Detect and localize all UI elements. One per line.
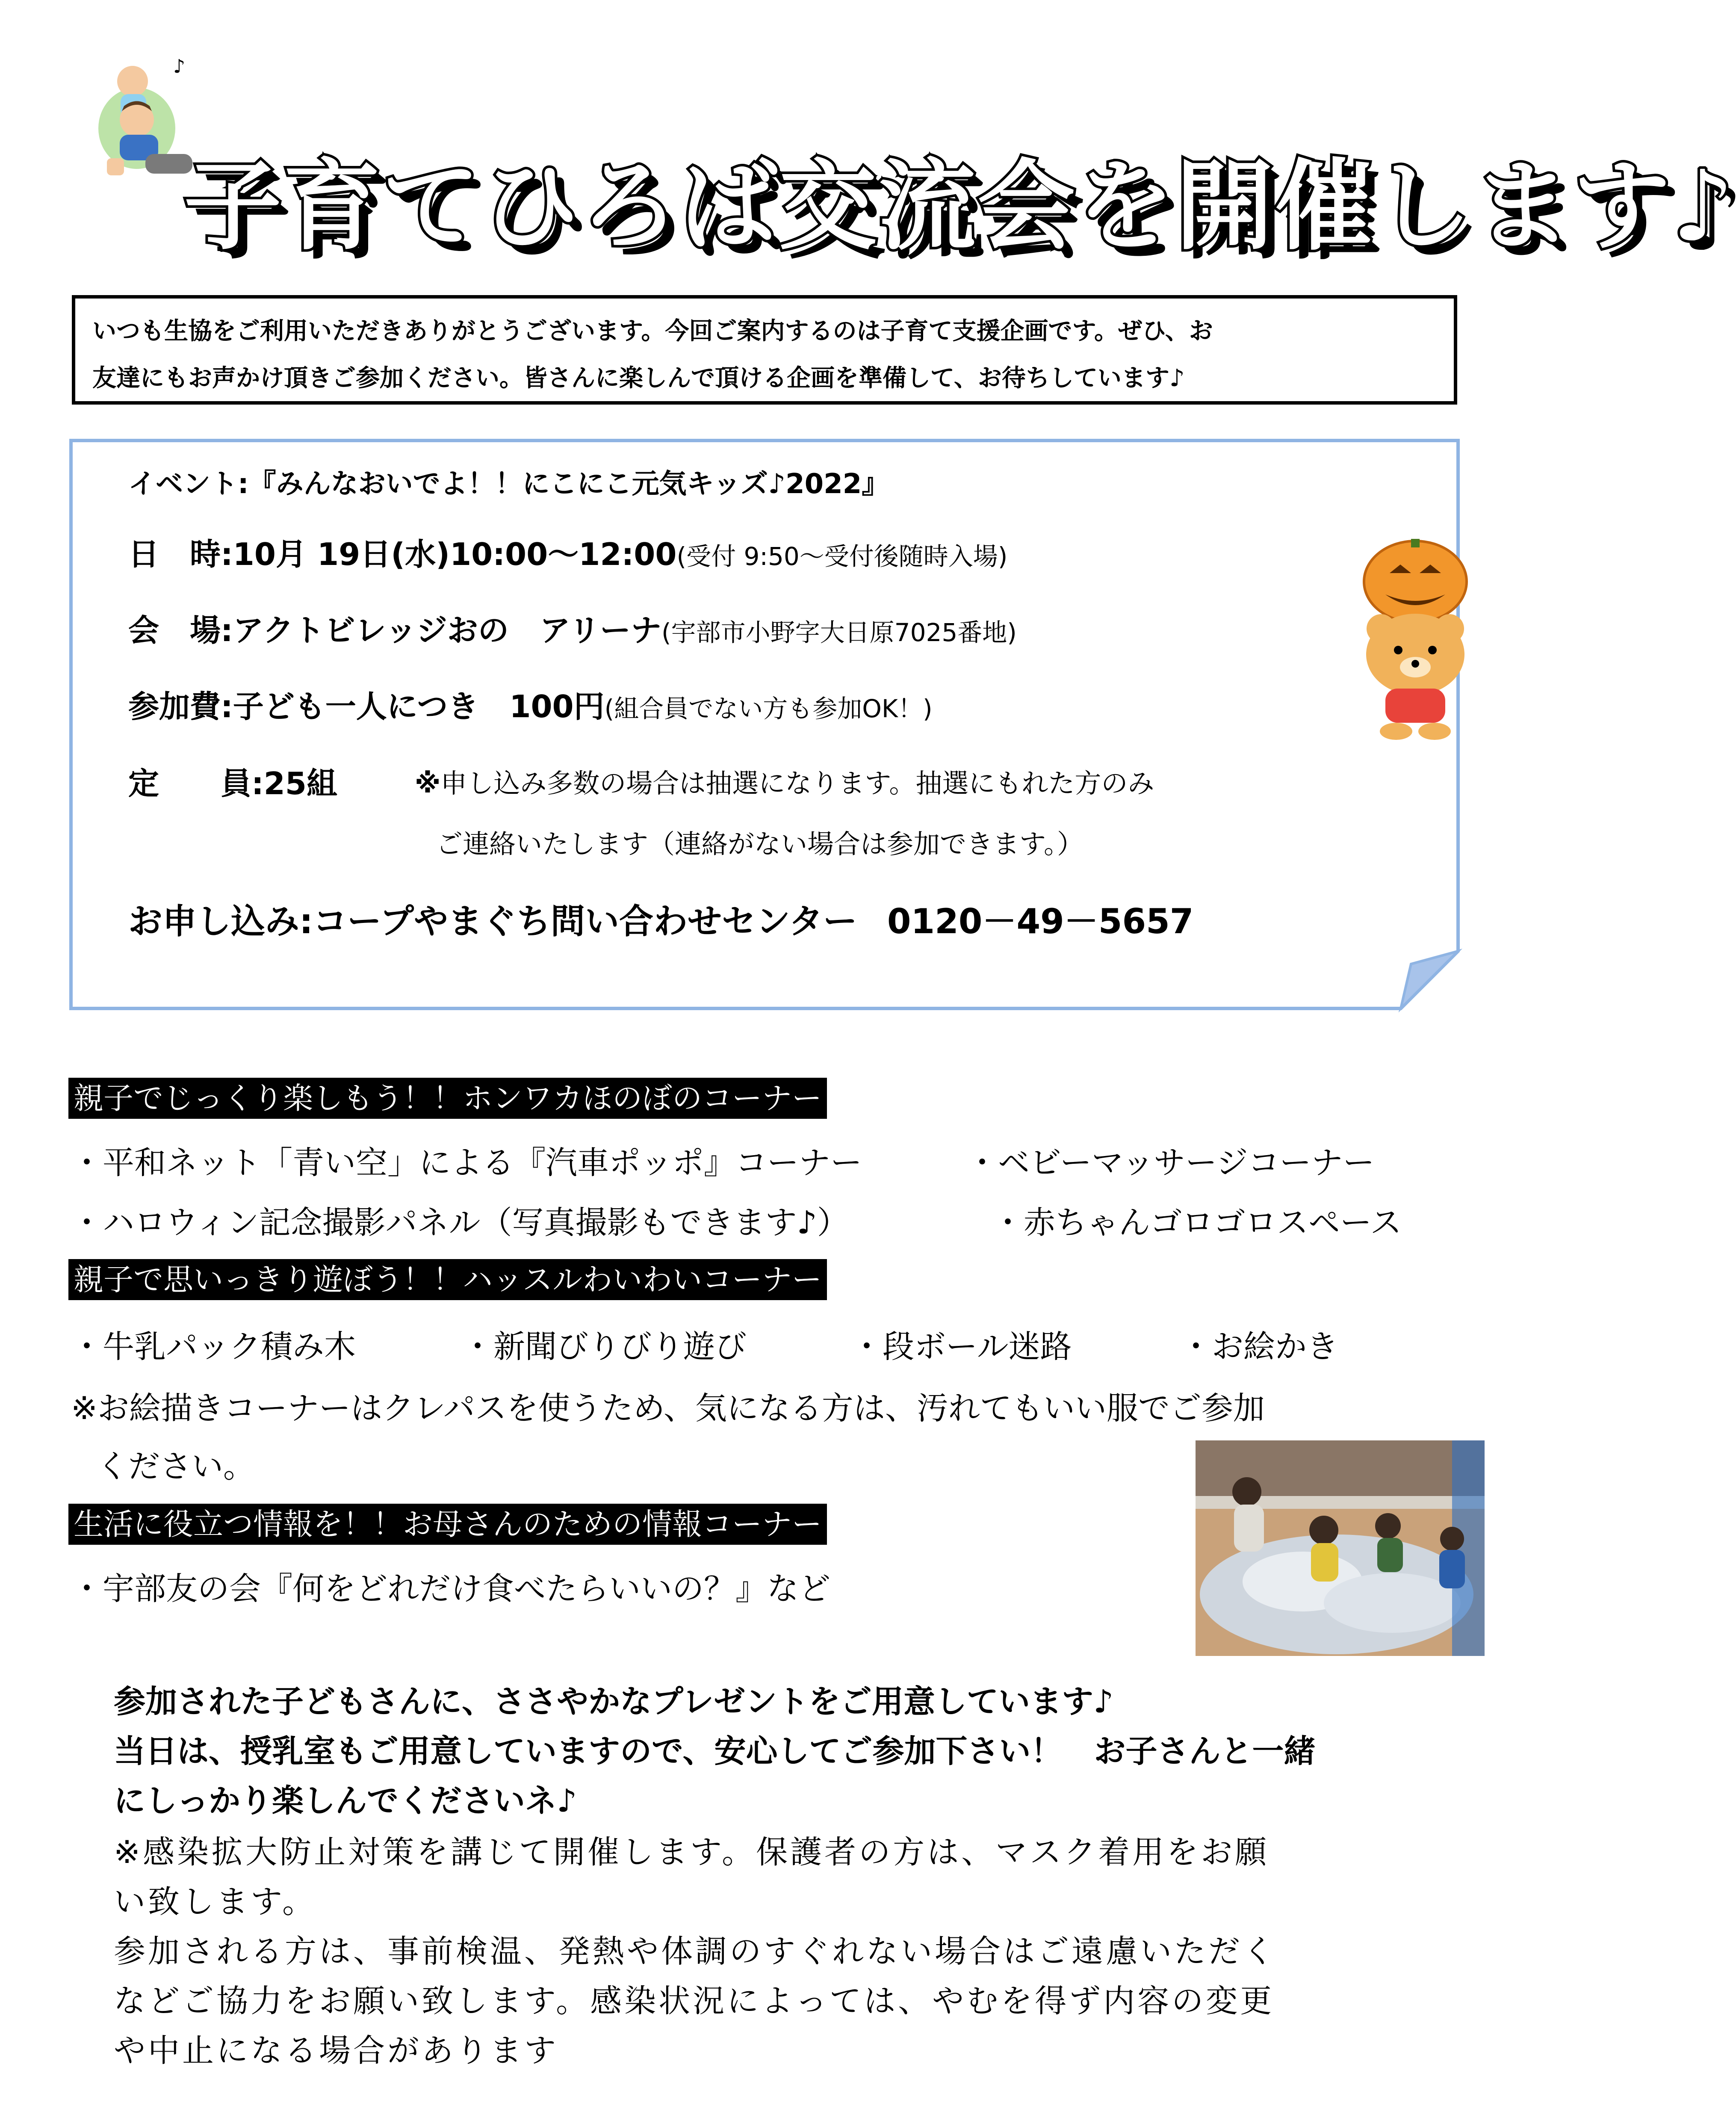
intro-line-1: いつも生協をご利用いただきありがとうございます。今回ご案内するのは子育て支援企画です。ぜひ、お	[92, 317, 1213, 345]
section-1-item-2: ・ベビーマッサージコーナー	[966, 1144, 1375, 1181]
capacity-note-1: 申し込み多数の場合は抽選になります。抽選にもれた方のみ	[440, 768, 1154, 799]
event-name-value: 『みんなおいでよ！！にこにこ元気キッズ♪2022』	[248, 468, 889, 500]
section-1-heading: 親子でじっくり楽しもう！！ホンワカほのぼのコーナー	[68, 1078, 827, 1119]
bear-pumpkin-mascot	[1351, 539, 1479, 744]
venue-value: アクトビレッジおの アリーナ	[233, 612, 662, 648]
section-2-item-4: ・お絵かき	[1180, 1328, 1338, 1365]
fee-note: (組合員でない方も参加OK！)	[604, 694, 933, 723]
capacity-label: 定 員:	[128, 766, 264, 801]
apply-value: コープやまぐち問い合わせセンター	[313, 902, 857, 941]
section-2-item-3: ・段ボール迷路	[851, 1328, 1072, 1365]
section-2-note-1: ※お絵描きコーナーはクレパスを使うため、気になる方は、汚れてもいい服でご参加	[71, 1390, 1265, 1427]
footer-line-2: 当日は、授乳室もご用意していますので、安心してご参加下さい！ お子さんと一緒	[114, 1733, 1316, 1770]
section-2-item-2: ・新聞びりびり遊び	[462, 1328, 747, 1365]
datetime-note: (受付 9:50～受付後随時入場)	[676, 542, 1008, 571]
section-3-heading: 生活に役立つ情報を！！お母さんのための情報コーナー	[68, 1504, 827, 1545]
capacity-note-row-1	[415, 762, 1154, 800]
event-datetime-row	[128, 529, 1007, 574]
footer-line-7: などご協力をお願い致します。感染状況によっては、やむを得ず内容の変更	[114, 1983, 1275, 2019]
section-3-item-1: ・宇部友の会『何をどれだけ食べたらいいの？』など	[71, 1570, 830, 1607]
footer-line-6: 参加される方は、事前検温、発熱や体調のすぐれない場合はご遠慮いただく	[114, 1933, 1277, 1970]
section-1-item-3: ・ハロウィン記念撮影パネル（写真撮影もできます♪）	[71, 1204, 849, 1241]
capacity-note-mark: ※	[415, 768, 441, 799]
section-2-heading: 親子で思いっきり遊ぼう！！ハッスルわいわいコーナー	[68, 1259, 827, 1300]
footer-line-4: ※感染拡大防止対策を講じて開催します。保護者の方は、マスク着用をお願	[114, 1834, 1270, 1871]
capacity-note-2: ご連絡いたします（連絡がない場合は参加できます。）	[436, 828, 1084, 860]
venue-label: 会 場:	[128, 612, 233, 648]
section-2-note-2: ください。	[97, 1448, 255, 1485]
page-title: 子育てひろば交流会を開催します♪	[184, 149, 1736, 263]
apply-phone: 0120－49－5657	[887, 902, 1194, 941]
fee-label: 参加費:	[128, 689, 233, 724]
footer-line-3: にしっかり楽しんでくださいネ♪	[114, 1783, 577, 1819]
kids-playing-photo	[1196, 1440, 1485, 1656]
apply-label: お申し込み:	[128, 902, 313, 941]
intro-box	[72, 295, 1457, 405]
section-1-item-4: ・赤ちゃんゴロゴロスペース	[992, 1204, 1402, 1241]
capacity-value: 25組	[263, 766, 337, 801]
intro-line-2: 友達にもお声かけ頂きご参加ください。皆さんに楽しんで頂ける企画を準備して、お待ちしています♪	[92, 364, 1185, 392]
footer-line-8: や中止になる場合があります	[114, 2032, 558, 2069]
datetime-label: 日 時:	[128, 536, 233, 572]
section-2-item-1: ・牛乳パック積み木	[71, 1328, 356, 1365]
event-info-box	[68, 438, 1461, 1011]
footer-line-1: 参加された子どもさんに、ささやかなプレゼントをご用意しています♪	[114, 1683, 1114, 1720]
event-apply-row	[128, 894, 1193, 943]
venue-note: (宇部市小野字大日原7025番地)	[661, 618, 1017, 647]
svg-text:♪: ♪	[173, 56, 186, 77]
datetime-value: 10月 19日(水)10:00～12:00	[233, 536, 677, 572]
footer-line-5: い致します。	[114, 1883, 317, 1920]
section-1-item-1: ・平和ネット「青い空」による『汽車ポッポ』コーナー	[71, 1144, 862, 1181]
event-venue-row	[128, 606, 1017, 650]
event-name-label: イベント:	[128, 468, 249, 500]
event-capacity-row	[128, 759, 337, 803]
event-fee-row	[128, 682, 933, 726]
event-name-row	[128, 462, 889, 501]
fee-value: 子ども一人につき 100円	[233, 689, 605, 724]
